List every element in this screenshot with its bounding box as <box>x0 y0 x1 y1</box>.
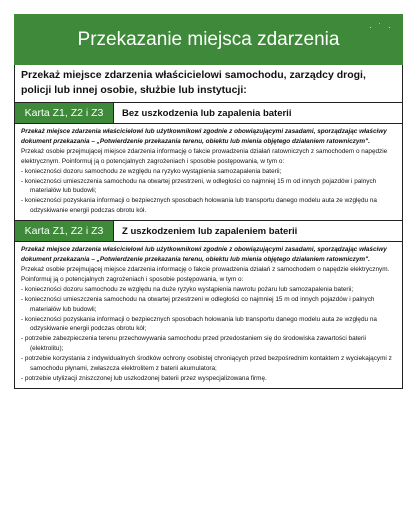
info-paragraph: Przekaż osobie przejmującej miejsce zdarzenia informację o fakcie prowadzenia działań ratowniczych z samochodem o napędzie elektrycznym. Poinformuj ją o potencjalnych zagrożeniach i sposobie postępowania, w tym o: <box>21 147 388 165</box>
section-body <box>14 242 403 389</box>
info-paragraph: Przekaż osobie przejmującej miejsce zdarzenia informację o fakcie prowadzenia działań z samochodem o napędzie elektrycznym. Poinformuj ją o potencjalnych zagrożeniach i sposobie postępowania, w tym o: <box>21 265 390 283</box>
decorative-dots-icon: · ˙ · <box>369 22 393 32</box>
list-item: - konieczności umieszczenia samochodu na otwartej przestrzeni w odległości co najmniej 15 m od innych pojazdów i palnych materiałów lub budowli; <box>21 295 396 315</box>
section-title: Z uszkodzeniem lub zapaleniem baterii <box>122 225 298 237</box>
list-item: - potrzebie korzystania z indywidualnych środków ochrony osobistej chroniących przed bezpośrednim kontaktem z wyciekającymi z samochodu płynami, zwłaszcza elektrolitem z baterii akumulatora; <box>21 354 396 374</box>
section-body <box>14 124 403 221</box>
section-header <box>14 221 403 242</box>
hazard-list <box>21 167 396 217</box>
document-page <box>14 14 403 389</box>
section-header <box>14 103 403 124</box>
handover-instruction: Przekaż miejsce zdarzenia właścicielowi lub użytkownikowi zgodnie z obowiązującymi zasadami, sporządzając właściwy dokument przekazania – „Potwierdzenie przekazania terenu, obiektu lub mienia objętego działaniem ratowniczym". <box>21 128 387 145</box>
list-item: - konieczności umieszczenia samochodu na otwartej przestrzeni, w odległości co najmniej 15 m od innych pojazdów i palnych materiałów lub budowli; <box>21 177 396 197</box>
page-title: Przekazanie miejsca zdarzenia <box>77 28 340 50</box>
list-item: - konieczności pozyskania informacji o bezpiecznych sposobach holowania lub transportu danego modelu auta ze względu na odzyskiwanie energii podczas obrotu kół; <box>21 315 396 335</box>
list-item: - konieczności pozyskania informacji o bezpiecznych sposobach holowania lub transportu danego modelu auta ze względu na odzyskiwanie energii podczas obrotu kół. <box>21 196 396 216</box>
card-label: Karta Z1, Z2 i Z3 <box>15 221 114 241</box>
handover-instruction: Przekaż miejsce zdarzenia właścicielowi lub użytkownikowi zgodnie z obowiązującymi zasadami, sporządzając właściwy dokument przekazania – „Potwierdzenie przekazania terenu, obiektu lub mienia objętego działaniem ratowniczym". <box>21 246 387 264</box>
list-item: - potrzebie utylizacji zniszczonej lub uszkodzonej baterii przez wyspecjalizowana firmę. <box>21 374 396 384</box>
section-title: Bez uszkodzenia lub zapalenia baterii <box>122 107 292 119</box>
list-item: - konieczności dozoru samochodu ze względu na duże ryzyko wystąpienia nawrotu pożaru lub samozapalenia baterii; <box>21 285 396 295</box>
page-header <box>14 14 403 65</box>
card-label: Karta Z1, Z2 i Z3 <box>15 103 114 123</box>
hazard-list <box>21 285 396 384</box>
list-item: - potrzebie zabezpieczenia terenu przechowywania samochodu przed przedostaniem się do środowiska zawartości baterii (elektrolitu); <box>21 334 396 354</box>
list-item: - konieczności dozoru samochodu ze względu na ryzyko wystąpienia samozapalenia baterii; <box>21 167 396 177</box>
intro-text: Przekaż miejsce zdarzenia właścicielowi samochodu, zarządcy drogi, policji lub innej osobie, służbie lub instytucji: <box>14 65 403 103</box>
